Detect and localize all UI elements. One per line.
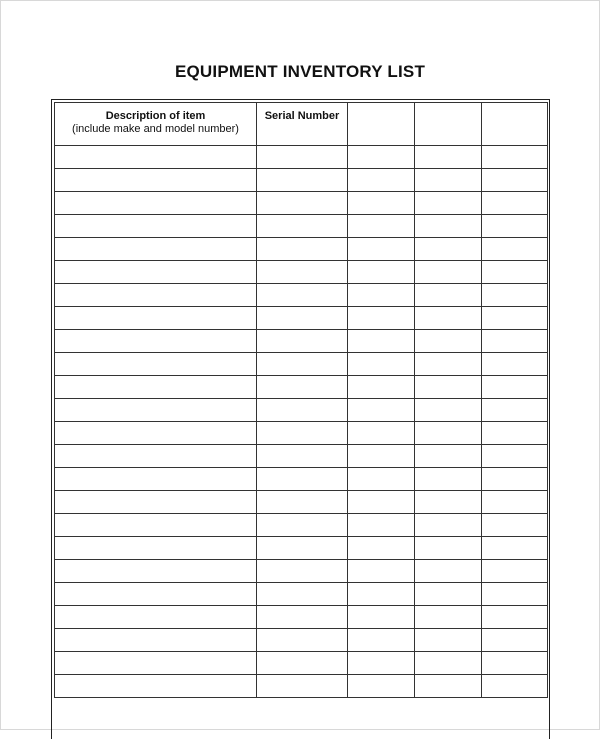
table-cell[interactable] xyxy=(482,537,548,560)
table-cell[interactable] xyxy=(257,399,348,422)
table-cell[interactable] xyxy=(415,606,482,629)
table-cell[interactable] xyxy=(415,353,482,376)
table-cell[interactable] xyxy=(482,560,548,583)
header-description-label: Description of item xyxy=(105,110,206,122)
table-cell[interactable] xyxy=(482,445,548,468)
table-cell[interactable] xyxy=(482,353,548,376)
table-cell[interactable] xyxy=(348,261,415,284)
table-cell[interactable] xyxy=(257,606,348,629)
table-row xyxy=(55,284,548,307)
table-cell[interactable] xyxy=(415,215,482,238)
table-row xyxy=(55,560,548,583)
table-row xyxy=(55,307,548,330)
table-cell[interactable] xyxy=(257,192,348,215)
table-row xyxy=(55,583,548,606)
table-cell[interactable] xyxy=(257,537,348,560)
table-cell[interactable] xyxy=(482,146,548,169)
table-cell[interactable] xyxy=(482,514,548,537)
table-cell[interactable] xyxy=(257,146,348,169)
table-cell[interactable] xyxy=(257,560,348,583)
table-cell[interactable] xyxy=(257,652,348,675)
table-cell[interactable] xyxy=(257,238,348,261)
document-title: EQUIPMENT INVENTORY LIST xyxy=(174,62,426,81)
table-cell[interactable] xyxy=(415,560,482,583)
table-cell[interactable] xyxy=(415,399,482,422)
table-cell[interactable] xyxy=(415,169,482,192)
table-cell[interactable] xyxy=(55,445,257,468)
table-cell[interactable] xyxy=(55,537,257,560)
table-cell[interactable] xyxy=(348,652,415,675)
table-cell[interactable] xyxy=(55,307,257,330)
table-row xyxy=(55,422,548,445)
inventory-table-frame xyxy=(51,99,550,739)
table-cell[interactable] xyxy=(55,560,257,583)
header-serial-number xyxy=(257,103,348,146)
table-cell[interactable] xyxy=(55,652,257,675)
table-cell[interactable] xyxy=(348,399,415,422)
table-cell[interactable] xyxy=(55,629,257,652)
table-cell[interactable] xyxy=(482,284,548,307)
table-cell[interactable] xyxy=(55,284,257,307)
table-cell[interactable] xyxy=(257,583,348,606)
table-cell[interactable] xyxy=(257,445,348,468)
table-cell[interactable] xyxy=(415,376,482,399)
table-cell[interactable] xyxy=(55,261,257,284)
table-cell[interactable] xyxy=(55,399,257,422)
table-cell[interactable] xyxy=(415,652,482,675)
table-cell[interactable] xyxy=(415,537,482,560)
table-cell[interactable] xyxy=(55,491,257,514)
header-serial-number-label: Serial Number xyxy=(264,110,340,122)
table-cell[interactable] xyxy=(415,629,482,652)
header-blank-4 xyxy=(415,103,482,146)
table-cell[interactable] xyxy=(257,307,348,330)
table-cell[interactable] xyxy=(257,491,348,514)
table-cell[interactable] xyxy=(482,238,548,261)
table-cell[interactable] xyxy=(348,238,415,261)
table-cell[interactable] xyxy=(257,675,348,698)
table-cell[interactable] xyxy=(482,675,548,698)
table-row xyxy=(55,445,548,468)
table-row xyxy=(55,468,548,491)
table-cell[interactable] xyxy=(415,261,482,284)
table-row xyxy=(55,491,548,514)
table-cell[interactable] xyxy=(482,261,548,284)
table-row xyxy=(55,514,548,537)
table-row xyxy=(55,376,548,399)
table-cell[interactable] xyxy=(348,445,415,468)
table-cell[interactable] xyxy=(55,169,257,192)
table-row xyxy=(55,215,548,238)
table-cell[interactable] xyxy=(257,353,348,376)
table-cell[interactable] xyxy=(415,445,482,468)
table-cell[interactable] xyxy=(55,675,257,698)
table-row xyxy=(55,261,548,284)
table-cell[interactable] xyxy=(348,560,415,583)
header-description xyxy=(55,103,257,146)
table-cell[interactable] xyxy=(55,353,257,376)
table-cell[interactable] xyxy=(482,192,548,215)
table-cell[interactable] xyxy=(257,629,348,652)
table-cell[interactable] xyxy=(348,606,415,629)
header-description-sub: (include make and model number) xyxy=(72,123,239,135)
table-cell[interactable] xyxy=(348,422,415,445)
table-cell[interactable] xyxy=(348,353,415,376)
table-cell[interactable] xyxy=(415,675,482,698)
table-cell[interactable] xyxy=(348,215,415,238)
table-cell[interactable] xyxy=(55,606,257,629)
table-cell[interactable] xyxy=(55,514,257,537)
table-cell[interactable] xyxy=(348,468,415,491)
table-cell[interactable] xyxy=(257,261,348,284)
table-cell[interactable] xyxy=(55,376,257,399)
table-cell[interactable] xyxy=(55,146,257,169)
table-cell[interactable] xyxy=(55,422,257,445)
table-cell[interactable] xyxy=(257,215,348,238)
table-cell[interactable] xyxy=(348,629,415,652)
table-cell[interactable] xyxy=(415,422,482,445)
table-cell[interactable] xyxy=(348,146,415,169)
table-cell[interactable] xyxy=(482,215,548,238)
inventory-rows xyxy=(55,146,548,698)
table-row xyxy=(55,330,548,353)
inventory-table xyxy=(54,102,548,698)
table-cell[interactable] xyxy=(348,514,415,537)
table-cell[interactable] xyxy=(348,284,415,307)
table-cell[interactable] xyxy=(415,192,482,215)
table-cell[interactable] xyxy=(415,514,482,537)
table-cell[interactable] xyxy=(482,652,548,675)
table-cell[interactable] xyxy=(482,376,548,399)
table-cell[interactable] xyxy=(482,583,548,606)
table-cell[interactable] xyxy=(348,583,415,606)
table-cell[interactable] xyxy=(348,330,415,353)
table-cell[interactable] xyxy=(348,376,415,399)
table-cell[interactable] xyxy=(55,468,257,491)
table-cell[interactable] xyxy=(55,238,257,261)
table-cell[interactable] xyxy=(257,284,348,307)
table-cell[interactable] xyxy=(257,468,348,491)
header-row xyxy=(55,103,548,146)
table-cell[interactable] xyxy=(257,169,348,192)
table-cell[interactable] xyxy=(55,192,257,215)
header-blank-5 xyxy=(482,103,548,146)
table-row xyxy=(55,652,548,675)
table-cell[interactable] xyxy=(415,330,482,353)
header-blank-3 xyxy=(348,103,415,146)
table-row xyxy=(55,399,548,422)
table-row xyxy=(55,192,548,215)
table-cell[interactable] xyxy=(482,606,548,629)
table-cell[interactable] xyxy=(482,307,548,330)
table-cell[interactable] xyxy=(257,330,348,353)
table-cell[interactable] xyxy=(415,468,482,491)
table-cell[interactable] xyxy=(482,169,548,192)
table-cell[interactable] xyxy=(415,284,482,307)
table-row xyxy=(55,606,548,629)
table-row xyxy=(55,675,548,698)
table-cell[interactable] xyxy=(348,675,415,698)
table-cell[interactable] xyxy=(415,238,482,261)
table-cell[interactable] xyxy=(482,468,548,491)
table-cell[interactable] xyxy=(55,330,257,353)
table-cell[interactable] xyxy=(482,422,548,445)
table-cell[interactable] xyxy=(55,215,257,238)
table-cell[interactable] xyxy=(415,146,482,169)
table-row xyxy=(55,169,548,192)
table-cell[interactable] xyxy=(482,491,548,514)
table-cell[interactable] xyxy=(482,330,548,353)
table-cell[interactable] xyxy=(482,399,548,422)
table-cell[interactable] xyxy=(348,192,415,215)
table-cell[interactable] xyxy=(415,491,482,514)
table-cell[interactable] xyxy=(257,514,348,537)
table-row xyxy=(55,146,548,169)
table-cell[interactable] xyxy=(482,629,548,652)
table-cell[interactable] xyxy=(348,537,415,560)
table-cell[interactable] xyxy=(415,583,482,606)
table-row xyxy=(55,629,548,652)
table-cell[interactable] xyxy=(55,583,257,606)
table-row xyxy=(55,537,548,560)
table-cell[interactable] xyxy=(348,169,415,192)
table-cell[interactable] xyxy=(348,307,415,330)
table-row xyxy=(55,238,548,261)
table-row xyxy=(55,353,548,376)
table-cell[interactable] xyxy=(415,307,482,330)
table-cell[interactable] xyxy=(257,422,348,445)
table-cell[interactable] xyxy=(348,491,415,514)
table-cell[interactable] xyxy=(257,376,348,399)
